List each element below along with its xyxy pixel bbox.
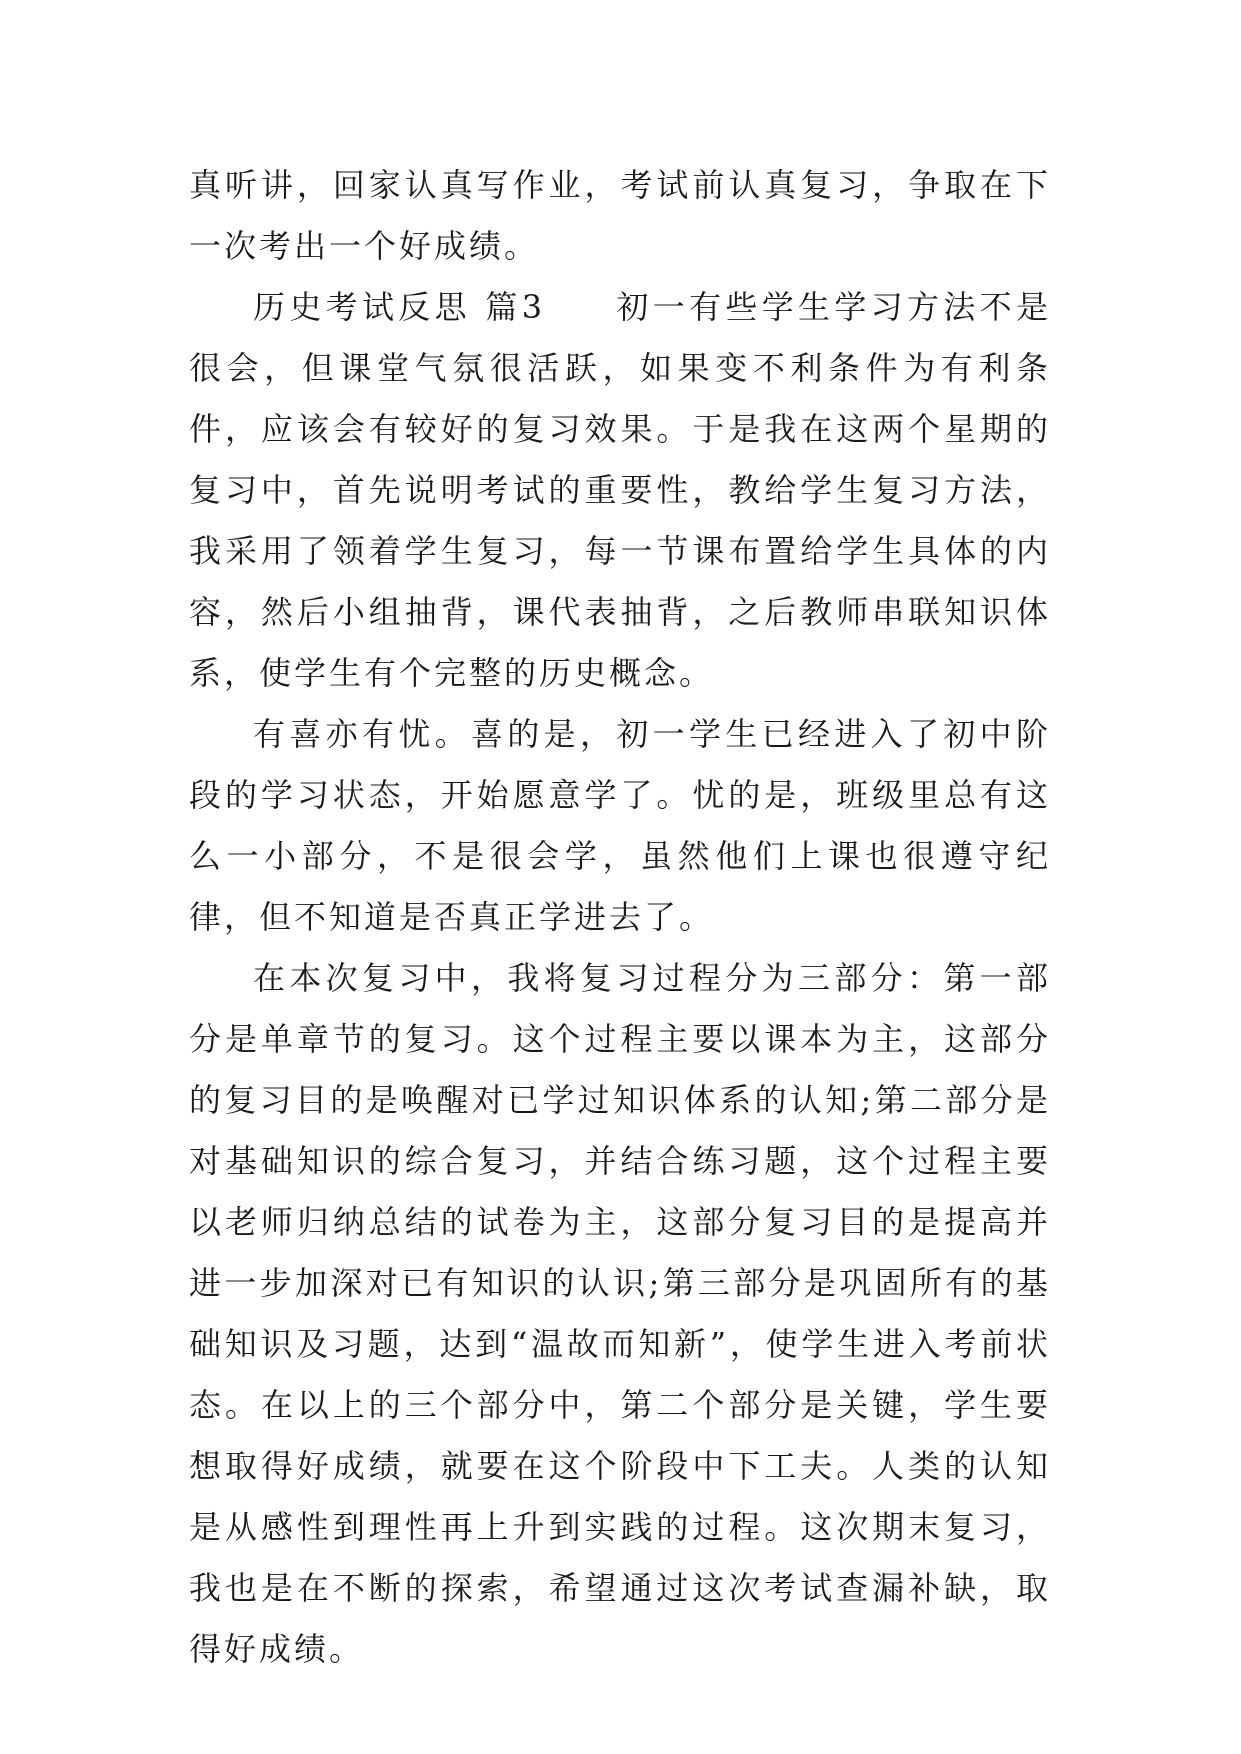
paragraph-text: 初一有些学生学习方法不是很会，但课堂气氛很活跃，如果变不利条件为有利条件，应该会有较好的复习效果。于是我在这两个星期的复习中，首先说明考试的重要性，教给学生复习方法，我采用了领着学生复习，每一节课布置给学生具体的内容，然后小组抽背，课代表抽背，之后教师串联知识体系，使学生有个完整的历史概念。 bbox=[189, 288, 1051, 692]
paragraph-review-process: 在本次复习中，我将复习过程分为三部分：第一部分是单章节的复习。这个过程主要以课本为主，这部分的复习目的是唤醒对已学过知识体系的认知;第二部分是对基础知识的综合复习，并结合练习题，这个过程主要以老师归纳总结的试卷为主，这部分复习目的是提高并进一步加深对已有知识的认识;第三部分是巩固所有的基础知识及习题，达到“温故而知新”，使学生进入考前状态。在以上的三个部分中，第二个部分是关键，学生要想取得好成绩，就要在这个阶段中下工夫。人类的认知是从感性到理性再上升到实践的过程。这次期末复习，我也是在不断的探索，希望通过这次考试查漏补缺，取得好成绩。 bbox=[189, 959, 1051, 1668]
paragraph-section-3 bbox=[189, 277, 1051, 704]
paragraph-continuation: 真听讲，回家认真写作业，考试前认真复习，争取在下一次考出一个好成绩。 bbox=[189, 166, 1051, 265]
section-heading: 历史考试反思 篇3 bbox=[253, 288, 546, 326]
document-body bbox=[189, 155, 1051, 1680]
paragraph-joy-worry: 有喜亦有忧。喜的是，初一学生已经进入了初中阶段的学习状态，开始愿意学了。忧的是，班级里总有这么一小部分，不是很会学，虽然他们上课也很遵守纪律，但不知道是否真正学进去了。 bbox=[189, 715, 1051, 936]
